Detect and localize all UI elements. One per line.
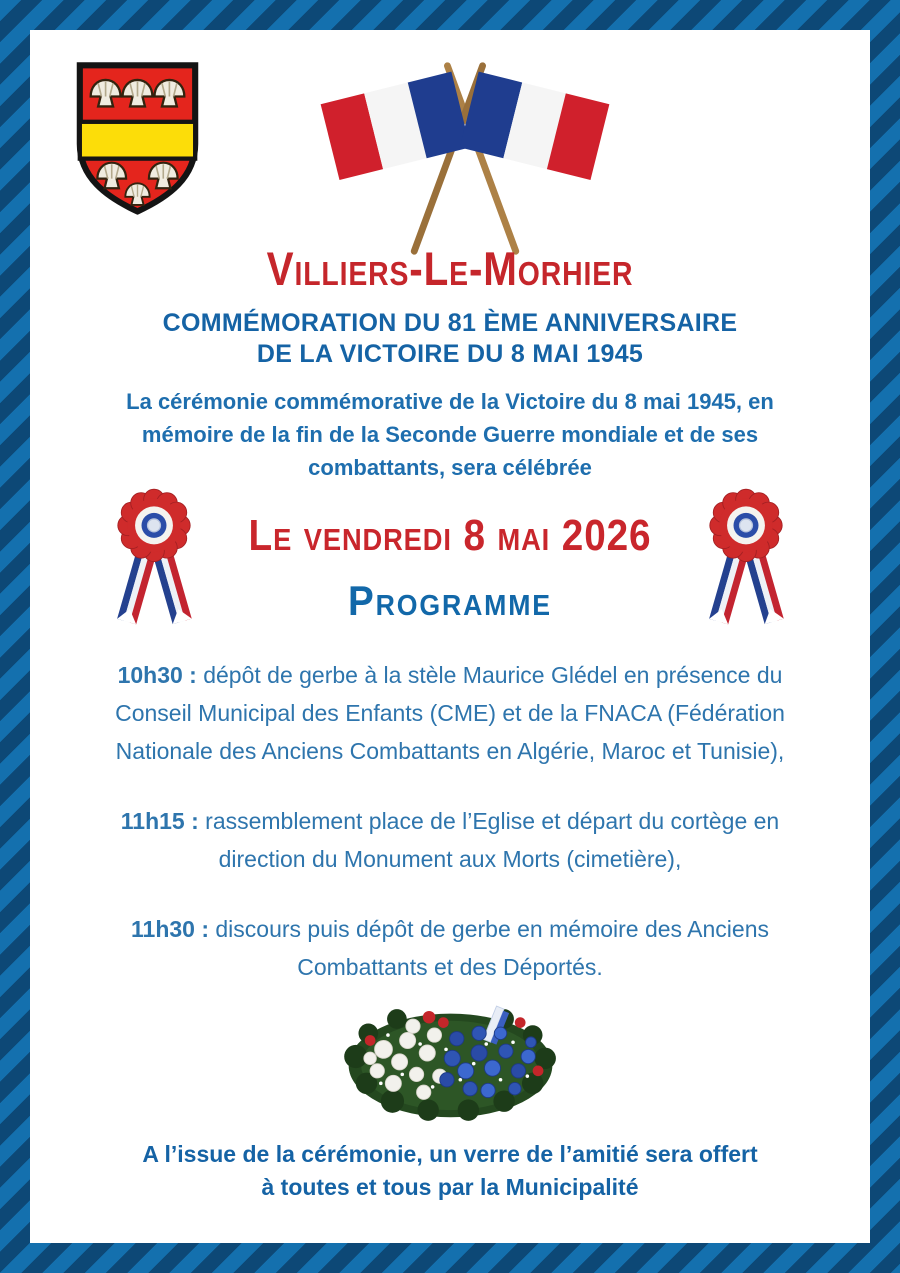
subtitle-line-1: COMMÉMORATION DU 81 ÈME ANNIVERSAIRE xyxy=(162,309,738,337)
program-text: rassemblement place de l’Eglise et départ du cortège en direction du Monument aux Morts (cimetière), xyxy=(205,808,780,872)
date-heading: Le vendredi 8 mai 2026 xyxy=(248,511,652,560)
program-time: 11h30 : xyxy=(131,916,209,942)
poster-header xyxy=(30,30,870,242)
town-title: Villiers-Le-Morhier xyxy=(266,242,634,295)
intro-paragraph: La cérémonie commémorative de la Victoire du 8 mai 1945, en mémoire de la fin de la Seconde Guerre mondiale et de ses combattants, sera célébrée xyxy=(126,389,774,480)
subtitle-line-2: DE LA VICTOIRE DU 8 MAI 1945 xyxy=(256,340,644,368)
program-time: 10h30 : xyxy=(117,662,197,688)
program-text: dépôt de gerbe à la stèle Maurice Glédel en présence du Conseil Municipal des Enfants (CME) et de la FNACA (Fédération Nationale des Anciens Combattants en Algérie, Maroc et Tunisie), xyxy=(115,662,785,764)
program-item xyxy=(115,656,785,770)
program-item xyxy=(115,910,785,986)
program-time: 11h15 : xyxy=(120,808,199,834)
program-text: discours puis dépôt de gerbe en mémoire des Anciens Combattants et des Déportés. xyxy=(215,916,769,980)
commemoration-heading xyxy=(30,308,870,370)
crossed-french-flags-icon xyxy=(305,56,625,261)
footer-line-1: A l’issue de la cérémonie, un verre de l’amitié sera offert xyxy=(142,1141,758,1167)
programme-heading: Programme xyxy=(348,577,552,624)
memorial-wreath-image xyxy=(333,994,568,1128)
program-list xyxy=(115,656,785,986)
footer-line-2: à toutes et tous par la Municipalité xyxy=(261,1174,639,1200)
poster xyxy=(30,30,870,1243)
coat-of-arms-icon xyxy=(70,58,205,220)
program-item xyxy=(115,802,785,878)
footer-note xyxy=(30,1138,870,1204)
